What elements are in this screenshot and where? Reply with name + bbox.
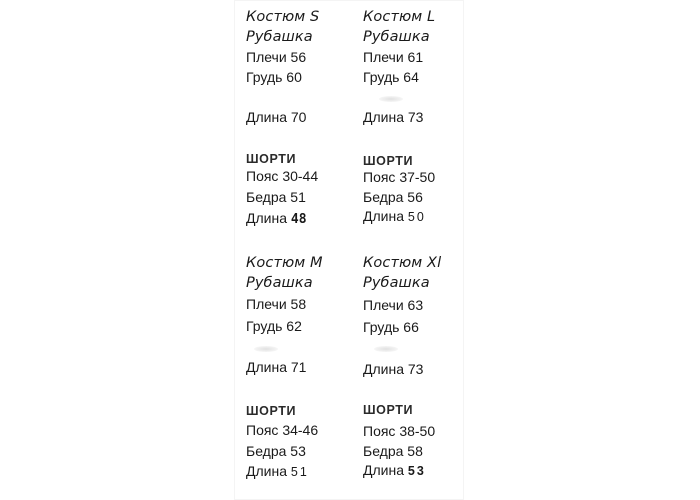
chest-measure: Грудь 62	[246, 318, 302, 334]
hips-measure: Бедра 56	[363, 189, 423, 205]
hips-measure: Бедра 51	[246, 189, 306, 205]
shorts-length-label: Длина	[363, 208, 404, 224]
shorts-label: ШОРТИ	[246, 152, 297, 166]
shorts-length-measure	[363, 461, 426, 480]
shoulders-measure: Плечи 63	[363, 297, 424, 313]
shorts-length-label: Длина	[246, 210, 287, 226]
shirt-label: Рубашка	[363, 275, 430, 291]
shorts-length-measure	[246, 209, 307, 229]
shorts-length-value: 50	[407, 210, 426, 224]
card-title: Костюм M	[246, 255, 323, 271]
shorts-label: ШОРТИ	[363, 403, 414, 417]
shorts-length-value: 48	[290, 212, 307, 227]
card-title: Костюм S	[246, 9, 320, 25]
hips-measure: Бедра 58	[363, 443, 423, 459]
shorts-length-measure	[363, 207, 426, 226]
shirt-length-measure: Длина 73	[363, 109, 424, 125]
shorts-length-label: Длина	[363, 462, 404, 478]
chest-measure: Грудь 64	[363, 69, 419, 85]
scan-smudge	[254, 346, 278, 352]
shirt-label: Рубашка	[363, 29, 430, 45]
shirt-label: Рубашка	[246, 275, 313, 291]
shirt-label: Рубашка	[246, 29, 313, 45]
shorts-label: ШОРТИ	[246, 404, 297, 418]
shorts-length-value: 53	[407, 464, 426, 478]
shirt-length-measure: Длина 70	[246, 109, 307, 125]
shorts-length-measure	[246, 462, 309, 481]
shorts-length-label: Длина	[246, 463, 287, 479]
waist-measure: Пояс 30-44	[246, 168, 319, 184]
chest-measure: Грудь 60	[246, 69, 302, 85]
shirt-length-measure: Длина 71	[246, 359, 307, 375]
waist-measure: Пояс 34-46	[246, 422, 319, 438]
card-title: Костюм Xl	[363, 255, 442, 271]
shorts-length-value: 51	[290, 465, 309, 479]
shorts-label: ШОРТИ	[363, 154, 414, 168]
shirt-length-measure: Длина 73	[363, 361, 424, 377]
hips-measure: Бедра 53	[246, 443, 306, 459]
shoulders-measure: Плечи 56	[246, 49, 307, 65]
shoulders-measure: Плечи 58	[246, 296, 307, 312]
scan-smudge	[374, 346, 398, 352]
scan-smudge	[379, 96, 403, 102]
shoulders-measure: Плечи 61	[363, 49, 424, 65]
size-chart-sheet	[234, 0, 464, 500]
chest-measure: Грудь 66	[363, 319, 419, 335]
waist-measure: Пояс 38-50	[363, 423, 436, 439]
waist-measure: Пояс 37-50	[363, 169, 436, 185]
card-title: Костюм L	[363, 9, 436, 25]
